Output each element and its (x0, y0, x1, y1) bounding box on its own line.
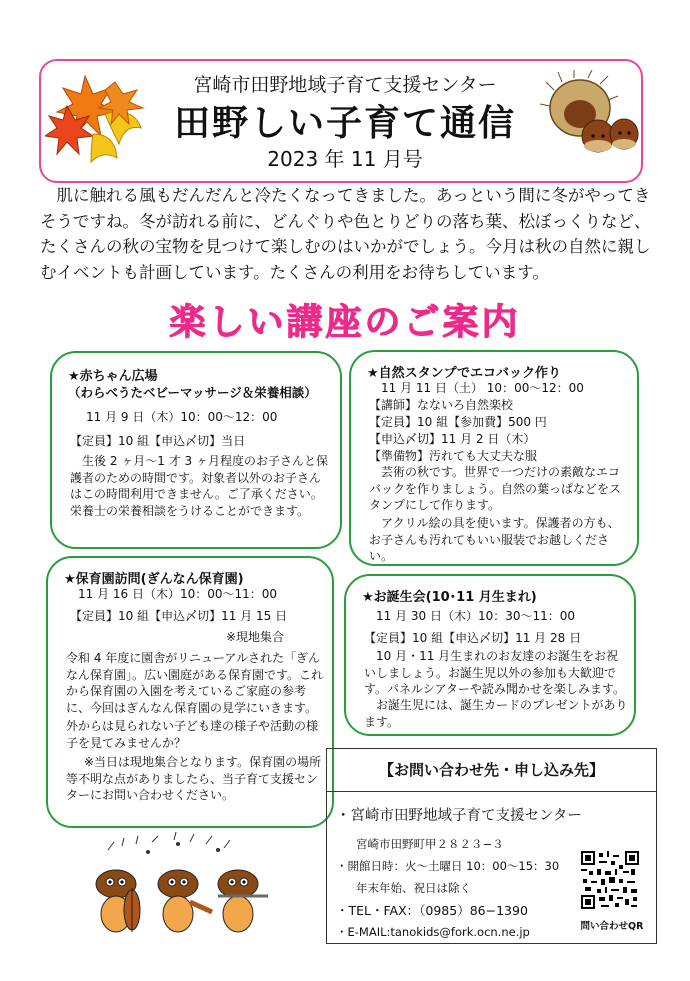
event-description: 令和 4 年度に園舎がリニューアルされた「ぎんなん保育園」。広い園庭がある保育園です。これから保育園の入園を考えているご家庭の参考に、今回はぎんなん保育園の見学にいきます。 (66, 651, 324, 715)
section-title: 楽しい講座のご案内 (169, 302, 521, 343)
event-note: アクリル絵の具を使います。保護者の方も、お子さんも汚れてもいい服装でお越しください。 (369, 516, 620, 563)
contact-center-name: ・宮崎市田野地域子育て支援センター (336, 808, 582, 824)
event-capacity: 【定員】10 組【申込〆切】当日 (70, 434, 246, 448)
contact-email[interactable]: ・E-MAIL:tanokids@fork.ocn.ne.jp (336, 925, 530, 939)
event-title: ★自然スタンプでエコバック作り (367, 366, 562, 381)
organization-name: 宮崎市田野地域子育て支援センター (193, 74, 497, 96)
event-capacity: 【定員】10 組【申込〆切】11 月 15 日 (70, 609, 288, 623)
event-description: 10 月・11 月生まれのお友達のお誕生をお祝いしましょう。お誕生児以外の参加も大歓迎です。パネルシアターや読み聞かせを楽しみます。 (364, 649, 625, 696)
contact-closed-days: 年末年始、祝日は除く (356, 881, 471, 895)
event-description-2: 外からは見られない子ども達の様子や活動の様子を見てみませんか？ (66, 719, 319, 750)
event-card-baby (50, 351, 342, 549)
event-title: ★お誕生会(10･11 月生まれ) (362, 590, 537, 605)
event-datetime: 11 月 9 日（木）10：00〜12：00 (86, 410, 278, 424)
event-card-birthday (344, 574, 636, 736)
event-capacity: 【定員】10 組【参加費】500 円 (369, 415, 547, 429)
event-datetime: 11 月 16 日（木）10：00〜11：00 (78, 587, 278, 601)
qr-code-label: 問い合わせQR (580, 921, 644, 932)
event-datetime: 11 月 30 日（木）10：30〜11：00 (376, 609, 576, 623)
qr-code-icon[interactable] (581, 851, 639, 909)
contact-address: 宮崎市田野町甲２８２３−３ (356, 837, 504, 851)
event-capacity: 【定員】10 組【申込〆切】11 月 28 日 (364, 631, 582, 645)
event-items: 【準備物】汚れても大丈夫な服 (369, 449, 538, 463)
intro-text: 肌に触れる風もだんだんと冷たくなってきました。あっという間に冬がやってきそうですね。冬が訪れる前に、どんぐりや色とりどりの落ち葉、松ぼっくりなど、たくさんの秋の宝物を見つけて楽しむのはいかがでしょう。今月は秋の自然に親しむイベントも計画しています。たくさんの利用をお待ちしています。 (40, 186, 651, 282)
insect-band-illustration (78, 832, 278, 942)
issue-date: 2023 年 11 月号 (267, 147, 423, 171)
event-title: ★赤ちゃん広場 (68, 369, 158, 384)
intro-paragraph (40, 183, 660, 285)
event-note: ※当日は現地集合となります。保育園の場所等不明な点がありましたら、当子育て支援センターにお問い合わせください。 (66, 755, 322, 802)
event-card-stamp (349, 350, 639, 566)
contact-phone[interactable]: ・TEL・FAX：（0985）86−1390 (336, 903, 528, 918)
event-datetime: 11 月 11 日（土） 10：00〜12：00 (381, 381, 584, 395)
event-card-nursery (46, 556, 334, 828)
event-title: ★保育園訪問(ぎんなん保育園) (64, 572, 244, 587)
event-lecturer: 【講師】なないろ自然楽校 (369, 398, 514, 412)
contact-hours: ・開館日時：火〜土曜日 10：00〜15：30 (336, 859, 560, 873)
contact-heading: 【お問い合わせ先・申し込み先】 (327, 749, 656, 792)
event-subtitle: （わらべうたベビーマッサージ＆栄養相談） (68, 385, 317, 400)
newsletter-title: 田野しい子育て通信 (173, 103, 516, 144)
event-deadline: 【申込〆切】11 月 2 日（木） (369, 432, 536, 446)
event-description: 芸術の秋です。世界で一つだけの素敵なエコバックを作りましょう。自然の葉っぱなどをスタンプにして作ります。 (369, 465, 622, 512)
event-description: 生後 2 ヶ月〜1 才 3 ヶ月程度のお子さんと保護者のための時間です。対象者以外のお子さんはこの時間利用できません。ご了承ください。栄養士の栄養相談をうけることができます。 (70, 454, 328, 518)
event-meeting-note: ※現地集合 (226, 630, 285, 644)
event-note: お誕生児には、誕生カードのプレゼントがあります。 (364, 698, 628, 729)
